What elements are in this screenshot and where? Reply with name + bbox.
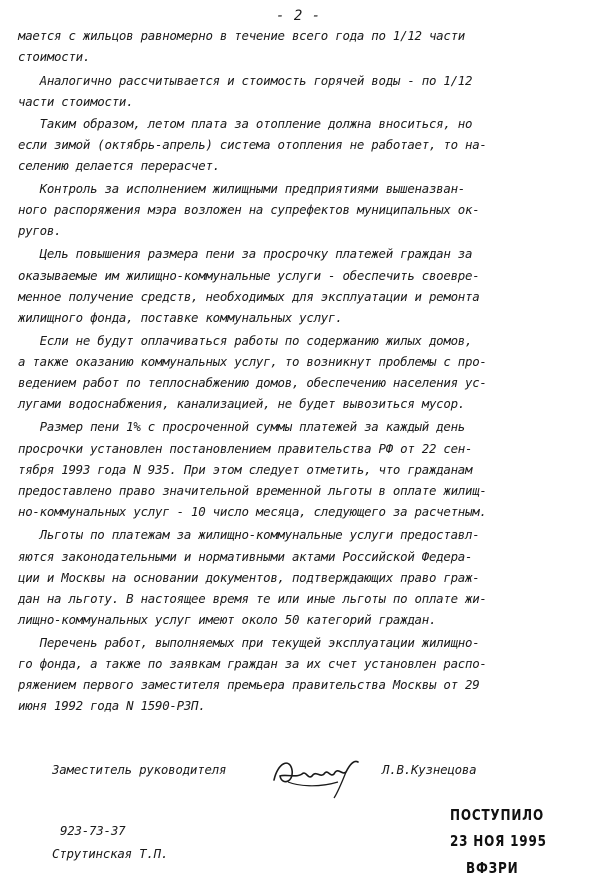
body-line: Перечень работ, выполняемых при текущей эксплуатации жилищно- (18, 635, 480, 650)
body-line: Льготы по платежам за жилищно-коммунальные услуги предоставл- (18, 527, 480, 542)
body-line: июня 1992 года N 1590-РЗП. (18, 698, 206, 713)
executor-phone: 923-73-37 (60, 823, 126, 838)
body-line: Аналогично рассчитывается и стоимость горячей воды - по 1/12 (18, 73, 473, 88)
body-line: но-коммунальных услуг - 10 число месяца, следующего за расчетным. (18, 504, 487, 519)
body-line: Таким образом, летом плата за отопление должна вноситься, но (18, 116, 473, 131)
body-line: Контроль за исполнением жилищными предприятиями вышеназван- (18, 181, 466, 196)
body-line: мается с жильцов равномерно в течение всего года по 1/12 части (18, 28, 466, 43)
body-line: ведением работ по теплоснабжению домов, обеспечению населения ус- (18, 375, 487, 390)
body-line: оказываемые им жилищно-коммунальные услуги - обеспечить своевре- (18, 268, 480, 283)
body-line: Цель повышения размера пени за просрочку платежей граждан за (18, 246, 473, 261)
body-line: ции и Москвы на основании документов, подтверждающих право граж- (18, 570, 480, 585)
stamp-received-label: ПОСТУПИЛО (450, 806, 544, 824)
body-line: ного распоряжения мэра возложен на супрефектов муниципальных ок- (18, 202, 480, 217)
body-line: го фонда, а также по заявкам граждан за их счет установлен распо- (18, 656, 487, 671)
body-line: яются законодательными и нормативными актами Российской Федера- (18, 549, 473, 564)
executor-name: Струтинская Т.П. (52, 846, 169, 861)
page-number: - 2 - (276, 8, 321, 24)
stamp-organization: ВФЗРИ (466, 859, 519, 877)
body-line: стоимости. (18, 49, 91, 64)
body-line: просрочки установлен постановлением правительства РФ от 22 сен- (18, 441, 473, 456)
body-line: менное получение средств, необходимых для эксплуатации и ремонта (18, 289, 480, 304)
body-line: ряжением первого заместителя премьера правительства Москвы от 29 (18, 677, 480, 692)
body-line: а также оказанию коммунальных услуг, то возникнут проблемы с про- (18, 354, 487, 369)
body-line: тября 1993 года N 935. При этом следует отметить, что гражданам (18, 462, 473, 477)
body-line: предоставлено право значительной временной льготы в оплате жилищ- (18, 483, 487, 498)
body-line: Размер пени 1% с просроченной суммы платежей за каждый день (18, 419, 466, 434)
body-line: лищно-коммунальных услуг имеют около 50 категорий граждан. (18, 612, 437, 627)
body-line: селению делается перерасчет. (18, 158, 220, 173)
body-line: ругов. (18, 223, 62, 238)
stamp-date: 23 НОЯ 1995 (450, 832, 547, 850)
body-line: Если не будут оплачиваться работы по содержанию жилых домов, (18, 333, 473, 348)
body-line: части стоимости. (18, 94, 134, 109)
signatory-name: Л.В.Кузнецова (382, 762, 477, 777)
body-line: дан на льготу. В настоящее время те или иные льготы по оплате жи- (18, 591, 487, 606)
body-line: жилищного фонда, поставке коммунальных услуг. (18, 310, 343, 325)
body-line: лугами водоснабжения, канализацией, не будет вывозиться мусор. (18, 396, 466, 411)
signatory-position: Заместитель руководителя (52, 762, 227, 777)
handwritten-signature (268, 752, 364, 800)
body-line: если зимой (октябрь-апрель) система отопления не работает, то на- (18, 137, 487, 152)
